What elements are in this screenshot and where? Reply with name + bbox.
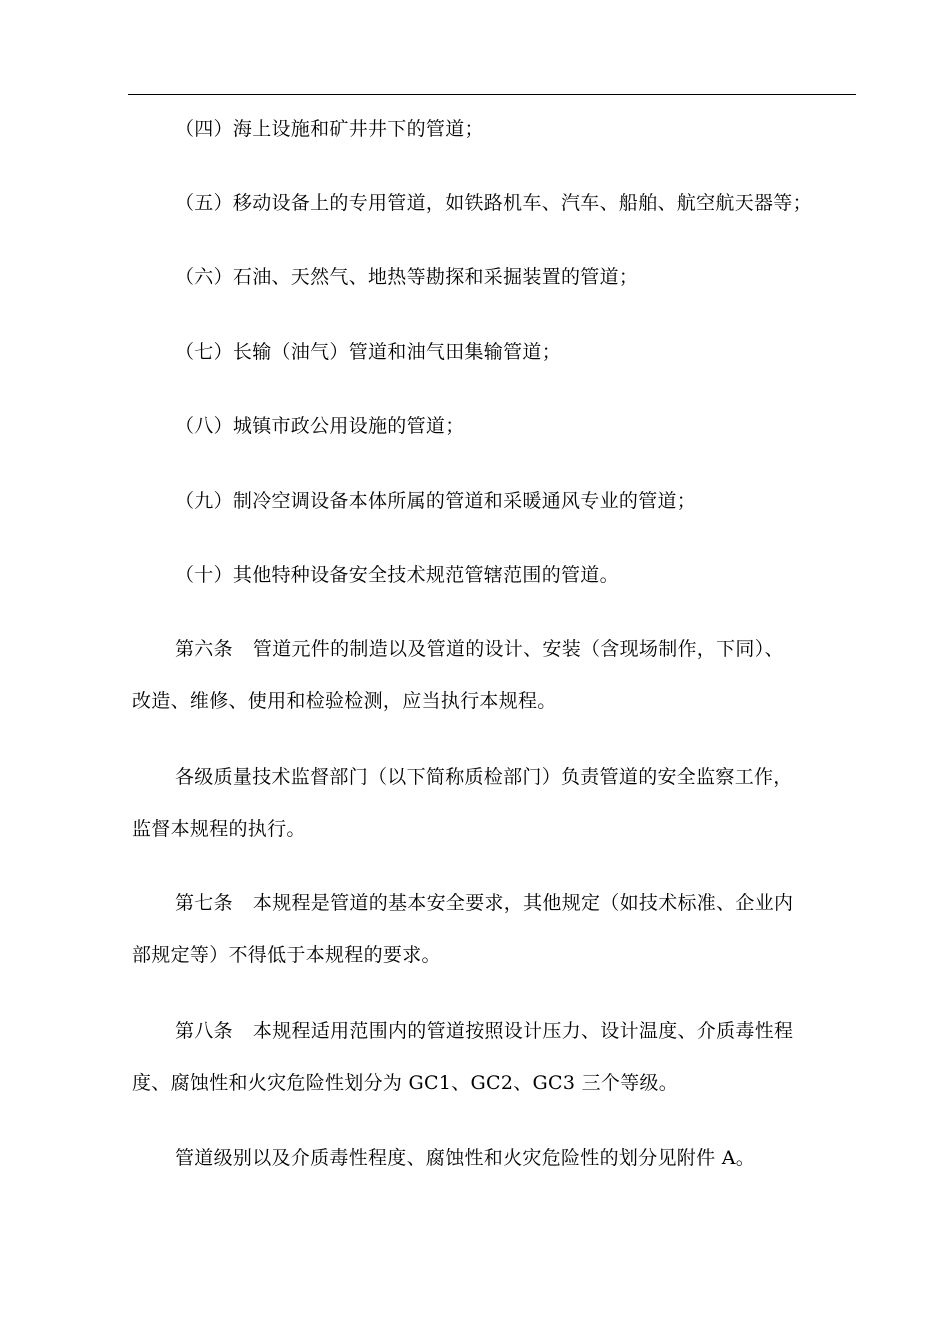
list-item-5: （五）移动设备上的专用管道，如铁路机车、汽车、船舶、航空航天器等； [175, 192, 812, 214]
article-8-line-1 [175, 1019, 895, 1043]
article-6-label: 第六条 [175, 638, 233, 660]
annex-paragraph: 管道级别以及介质毒性程度、腐蚀性和火灾危险性的划分见附件 A。 [175, 1147, 756, 1169]
article-7-label: 第七条 [175, 892, 233, 914]
article-6-text: 管道元件的制造以及管道的设计、安装（含现场制作，下同）、 [252, 638, 784, 660]
article-7-line-1 [175, 891, 895, 915]
article-7-text: 本规程是管道的基本安全要求，其他规定（如技术标准、企业内 [252, 892, 794, 914]
list-item-7: （七）长输（油气）管道和油气田集输管道； [175, 341, 562, 363]
article-8-label: 第八条 [175, 1020, 233, 1042]
article-6-line-1 [175, 637, 895, 661]
article-7-line-2: 部规定等）不得低于本规程的要求。 [132, 944, 441, 966]
supervision-paragraph-line-1: 各级质量技术监督部门（以下简称质检部门）负责管道的安全监察工作， [175, 766, 793, 788]
list-item-9: （九）制冷空调设备本体所属的管道和采暖通风专业的管道； [175, 490, 697, 512]
list-item-4: （四）海上设施和矿井井下的管道； [175, 118, 484, 140]
list-item-10: （十）其他特种设备安全技术规范管辖范围的管道。 [175, 564, 619, 586]
header-rule [128, 94, 856, 95]
list-item-8: （八）城镇市政公用设施的管道； [175, 415, 465, 437]
list-item-6: （六）石油、天然气、地热等勘探和采掘装置的管道； [175, 266, 639, 288]
article-6-line-2: 改造、维修、使用和检验检测，应当执行本规程。 [132, 690, 557, 712]
article-8-line-2: 度、腐蚀性和火灾危险性划分为 GC1、GC2、GC3 三个等级。 [132, 1072, 679, 1094]
article-8-text: 本规程适用范围内的管道按照设计压力、设计温度、介质毒性程 [252, 1020, 794, 1042]
supervision-paragraph-line-2: 监督本规程的执行。 [132, 818, 306, 840]
